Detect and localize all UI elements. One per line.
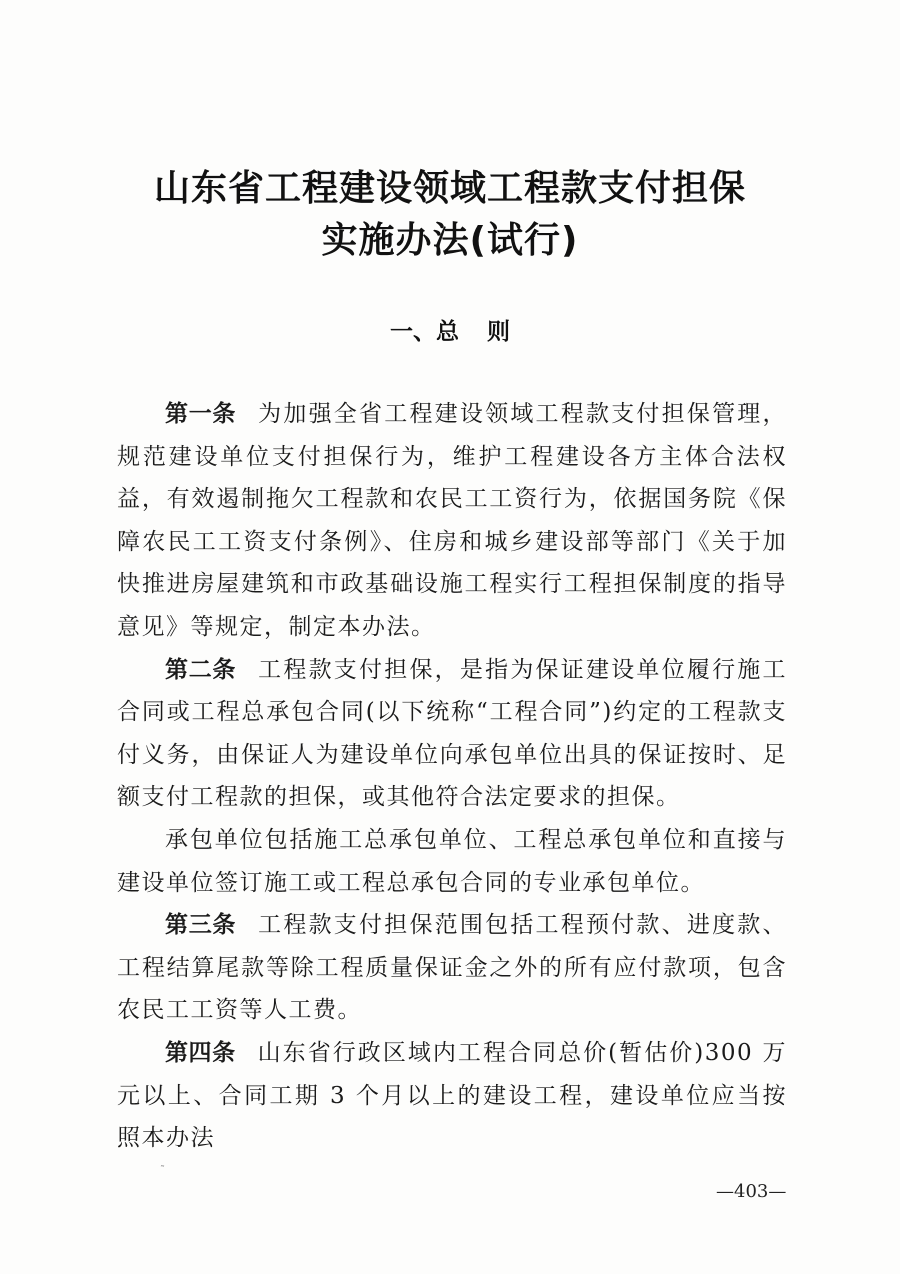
article-label: 第一条 — [165, 401, 237, 427]
article-3 — [117, 904, 787, 1032]
article-label: 第二条 — [165, 656, 237, 683]
document-body — [117, 393, 787, 1160]
section-number: 一、总 — [390, 319, 459, 345]
article-text: 承包单位包括施工总承包单位、工程总承包单位和直接与建设单位签订施工或工程总承包合同的专业承包单位。 — [117, 826, 787, 896]
document-title-line-2: 实施办法(试行) — [321, 220, 579, 261]
article-text: 为加强全省工程建设领域工程款支付担保管理，规范建设单位支付担保行为，维护工程建设各方主体合法权益，有效遏制拖欠工程款和农民工工资行为，依据国务院《保障农民工工资支付条例》、住房和城乡建设部等部门《关于加快推进房屋建筑和市政基础设施工程实行工程担保制度的指导意见》等规定，制定本办法。 — [117, 401, 788, 640]
article-text: 工程款支付担保范围包括工程预付款、进度款、工程结算尾款等除工程质量保证金之外的所有应付款项，包含农民工工资等人工费。 — [117, 912, 788, 1024]
article-text: 山东省行政区域内工程合同总价(暂估价)300 万元以上、合同工期 3 个月以上的建设工程，建设单位应当按照本办法 — [117, 1039, 787, 1152]
article-2-paragraph-2 — [117, 819, 787, 904]
section-name: 则 — [487, 319, 510, 345]
scan-speck: ˜ — [160, 1165, 165, 1176]
article-text: 工程款支付担保，是指为保证建设单位履行施工合同或工程总承包合同(以下统称“工程合同”)约定的工程款支付义务，由保证人为建设单位向承包单位出具的保证按时、足额支付工程款的担保，或其他符合法定要求的担保。 — [117, 656, 788, 811]
article-label: 第三条 — [165, 912, 237, 939]
article-4 — [117, 1032, 787, 1160]
article-1 — [117, 393, 787, 649]
section-heading — [0, 313, 900, 346]
page-number: —403— — [716, 1181, 787, 1202]
article-label: 第四条 — [165, 1039, 236, 1066]
article-2 — [117, 649, 787, 819]
document-title-line-1: 山东省工程建设领域工程款支付担保 — [153, 168, 746, 209]
